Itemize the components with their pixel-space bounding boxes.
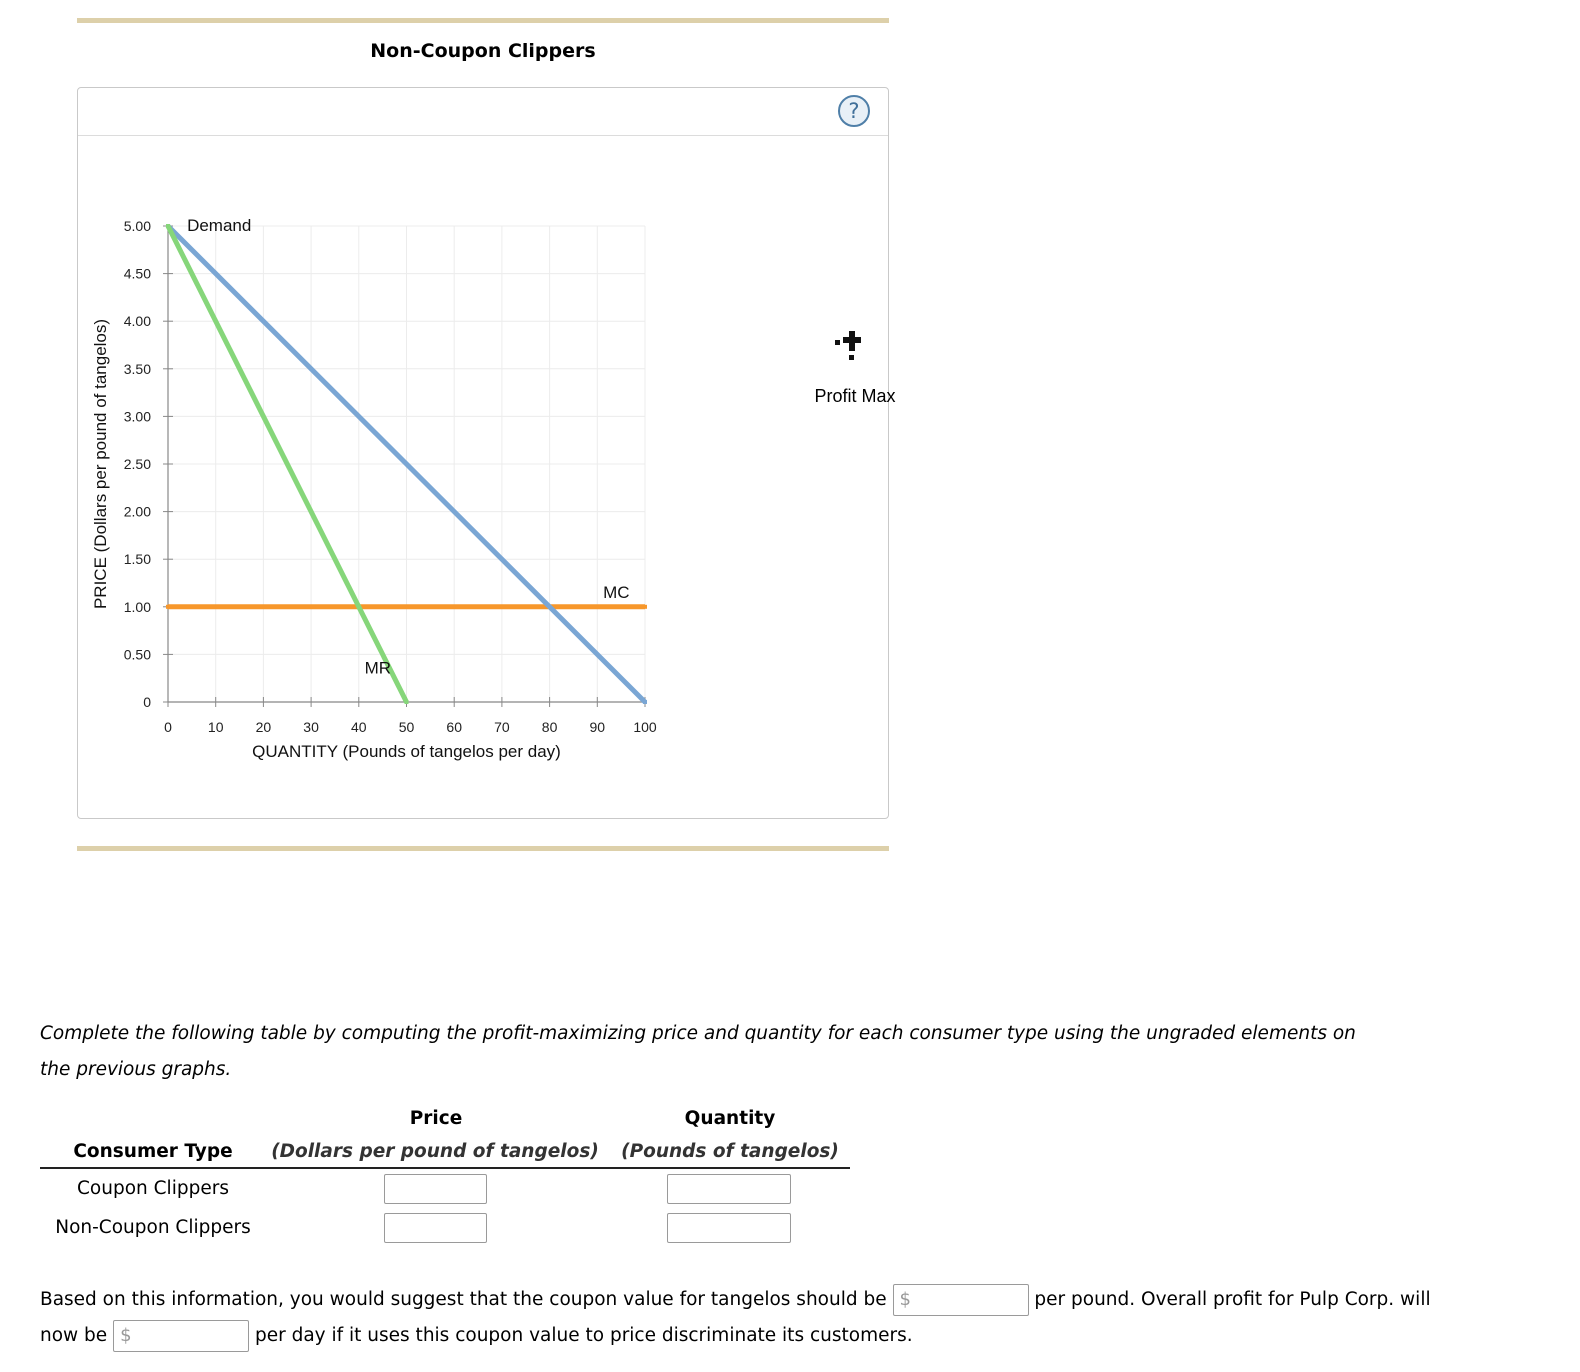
y-tick-label: 0 bbox=[143, 694, 151, 710]
x-tick-label: 0 bbox=[164, 719, 172, 735]
x-tick-label: 80 bbox=[541, 719, 558, 735]
overall-profit-input[interactable] bbox=[113, 1320, 249, 1352]
top-divider bbox=[77, 18, 889, 23]
x-tick-label: 50 bbox=[398, 719, 415, 735]
profit-max-tool-icon[interactable] bbox=[818, 330, 890, 370]
series-point-mr bbox=[166, 224, 170, 228]
non-coupon-clippers-price-input[interactable] bbox=[384, 1213, 487, 1243]
conclusion-line-2 bbox=[40, 1320, 913, 1352]
x-tick-label: 90 bbox=[589, 719, 606, 735]
non-coupon-clippers-quantity-input[interactable] bbox=[667, 1213, 791, 1243]
y-tick-label: 1.00 bbox=[123, 598, 151, 615]
y-tick-label: 3.50 bbox=[123, 360, 151, 377]
series-point-mc bbox=[166, 605, 170, 609]
conclusion-text-1: Based on this information, you would suggest that the coupon value for tangelos should be bbox=[40, 1289, 887, 1310]
price-header: Price bbox=[409, 1108, 463, 1129]
coupon-clippers-price-input[interactable] bbox=[384, 1174, 487, 1204]
coupon-clippers-quantity-input[interactable] bbox=[667, 1174, 791, 1204]
y-tick-label: 3.00 bbox=[123, 408, 151, 425]
x-tick-label: 10 bbox=[207, 719, 224, 735]
dollar-sign: $ bbox=[899, 1289, 911, 1310]
x-tick-label: 70 bbox=[494, 719, 510, 735]
y-tick-label: 4.50 bbox=[123, 265, 151, 282]
consumer-type-header: Consumer Type bbox=[73, 1141, 233, 1162]
y-tick-label: 1.50 bbox=[123, 551, 151, 568]
graph-panel bbox=[77, 87, 896, 819]
y-axis-label: PRICE (Dollars per pound of tangelos) bbox=[91, 318, 110, 610]
chart[interactable] bbox=[78, 88, 888, 818]
instructions: Complete the following table by computing the profit-maximizing price and quantity for each consumer type using the ungraded elements on the previous graphs. bbox=[40, 1023, 1356, 1080]
series-label-mc: MC bbox=[603, 582, 630, 602]
axes bbox=[163, 226, 645, 707]
graph-title: Non-Coupon Clippers bbox=[370, 40, 596, 62]
quantity-header: Quantity bbox=[684, 1108, 776, 1129]
y-tick-label: 2.50 bbox=[123, 456, 151, 472]
row-label-non-coupon-clippers: Non-Coupon Clippers bbox=[55, 1217, 251, 1238]
series-point-mc bbox=[643, 605, 647, 609]
dollar-sign: $ bbox=[120, 1325, 132, 1346]
series-point-mr bbox=[405, 700, 409, 704]
y-tick-label: 5.00 bbox=[123, 218, 151, 234]
x-tick-label: 20 bbox=[255, 719, 272, 735]
row-label-coupon-clippers: Coupon Clippers bbox=[77, 1178, 229, 1199]
bottom-divider bbox=[77, 846, 889, 851]
y-tick-label: 0.50 bbox=[123, 646, 151, 663]
x-tick-label: 40 bbox=[351, 719, 367, 735]
conclusion-text-2: per pound. Overall profit for Pulp Corp. will bbox=[1034, 1289, 1431, 1310]
series-label-demand: Demand bbox=[187, 216, 252, 235]
x-axis-label: QUANTITY (Pounds of tangelos per day) bbox=[252, 742, 561, 761]
y-tick-label: 4.00 bbox=[123, 313, 151, 330]
x-tick-label: 30 bbox=[303, 719, 319, 735]
conclusion-text-3: now be bbox=[40, 1325, 108, 1346]
quantity-unit: (Pounds of tangelos) bbox=[621, 1141, 839, 1162]
table-header-rule bbox=[40, 1167, 850, 1169]
profit-max-tool-label: Profit Max bbox=[814, 386, 896, 406]
x-tick-label: 100 bbox=[633, 719, 657, 735]
series-label-mr: MR bbox=[364, 658, 392, 678]
series-point-demand bbox=[643, 700, 647, 704]
labels bbox=[91, 216, 657, 761]
coupon-value-input[interactable] bbox=[893, 1284, 1029, 1316]
price-unit: (Dollars per pound of tangelos) bbox=[271, 1141, 599, 1162]
x-tick-label: 60 bbox=[446, 719, 462, 735]
conclusion-line-1 bbox=[40, 1284, 1431, 1316]
conclusion-text-4: per day if it uses this coupon value to price discriminate its customers. bbox=[254, 1325, 913, 1346]
y-tick-label: 2.00 bbox=[123, 503, 151, 520]
help-button[interactable]: ? bbox=[838, 95, 870, 127]
